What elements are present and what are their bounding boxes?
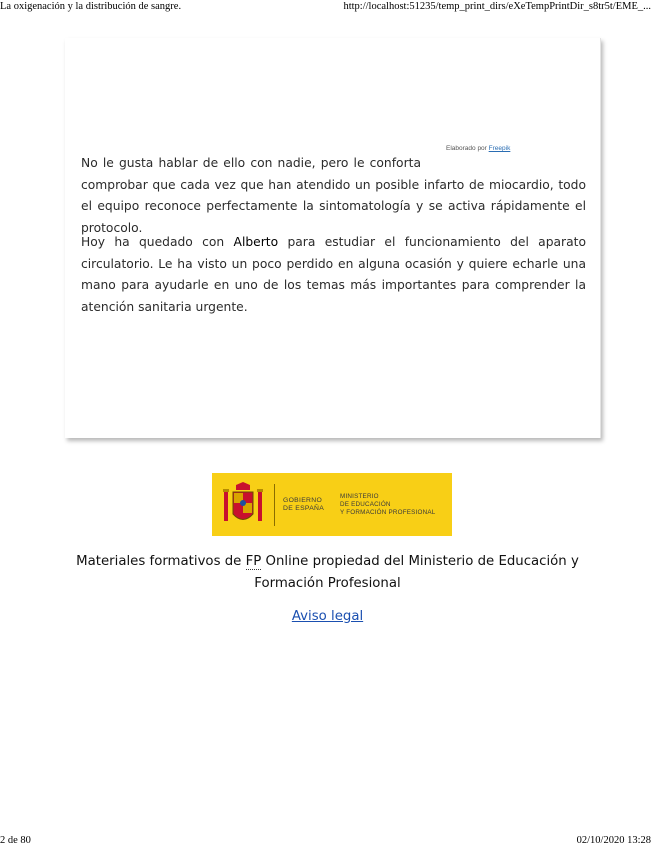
image-credit-link[interactable]: Freepik	[488, 145, 511, 152]
paragraph-1-rest: comprobar que cada vez que han atendido un posible infarto de miocardio, todo el equipo reconoce perfectamente la sintomatología y se activa rápidamente el protocolo.	[81, 177, 586, 235]
credits-before: Materiales formativos de	[76, 554, 246, 569]
paragraph-2	[81, 232, 586, 318]
logo-ministerio-line1: MINISTERIO	[340, 492, 379, 500]
paragraph-1	[81, 153, 586, 239]
print-footer-page-number: 2 de 80	[0, 835, 31, 846]
logo-ministerio-line2: DE EDUCACIÓN	[340, 500, 391, 508]
character-name: Alberto	[233, 235, 279, 249]
print-header-title: La oxigenación y la distribución de sangre.	[0, 1, 182, 12]
credits-after: Online propiedad del Ministerio de Educación y Formación Profesional	[254, 554, 579, 591]
logo-gobierno-line1: GOBIERNO	[283, 496, 323, 504]
logo-divider	[274, 484, 275, 526]
logo-gobierno-text	[283, 497, 338, 513]
legal-notice-link[interactable]: Aviso legal	[291, 609, 364, 624]
paragraph-2-after: para estudiar el funcionamiento del aparato circulatorio. Le ha visto un poco perdido en alguna ocasión y quiere echarle una mano para ayudarle en uno de los temas más importantes para comprender la atención sanitaria urgente.	[81, 235, 586, 314]
credits-text	[40, 551, 615, 595]
fp-abbreviation[interactable]: FP	[245, 554, 262, 569]
coat-of-arms-icon	[222, 481, 264, 529]
logo-gobierno-line2: DE ESPAÑA	[283, 504, 325, 512]
ministry-logo	[212, 473, 452, 536]
paragraph-2-before: Hoy ha quedado con	[81, 235, 234, 249]
print-footer-datetime: 02/10/2020 13:28	[576, 835, 651, 846]
logo-ministerio-text	[340, 493, 435, 517]
logo-ministerio-line3: Y FORMACIÓN PROFESIONAL	[340, 508, 436, 516]
paragraph-1-line-1: No le gusta hablar de ello con nadie, pero le conforta	[81, 156, 421, 170]
content-card	[65, 38, 601, 438]
print-header-url: http://localhost:51235/temp_print_dirs/eXeTempPrintDir_s8tr5t/EME_...	[343, 1, 651, 12]
image-credit-prefix: Elaborado por	[446, 145, 487, 152]
image-credit	[446, 145, 510, 152]
